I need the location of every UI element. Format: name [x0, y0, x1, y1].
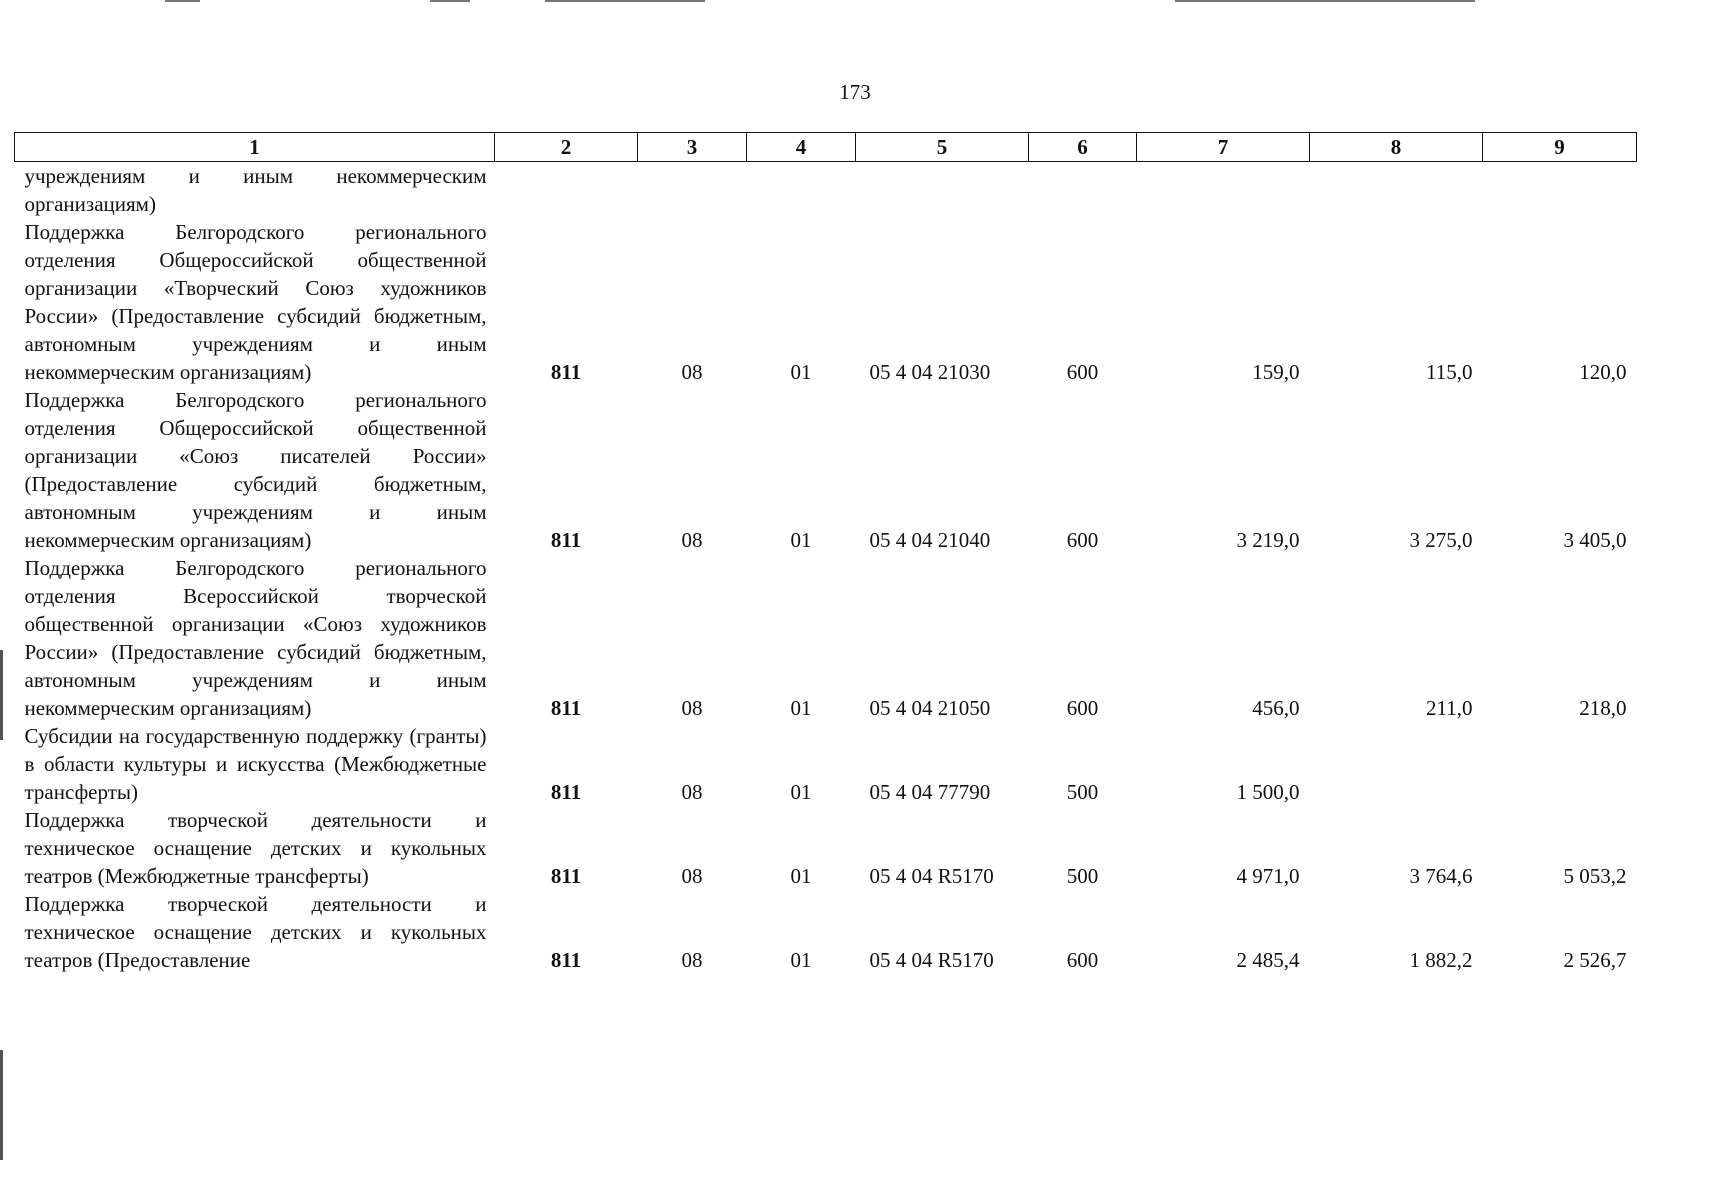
subsection-code: 01	[790, 864, 812, 888]
header-cell: 3	[638, 133, 747, 162]
row-description: Поддержка Белгородского регионального отделения Общероссийской общественной организации «Творческий Союз художников России» (Предоставление субсидий бюджетным, автономным учреждениям и иным некоммерческим организациям)	[24, 220, 487, 384]
ministry-code: 811	[550, 948, 582, 972]
header-cell: 2	[495, 133, 638, 162]
expense-type-code: 500	[1066, 864, 1099, 888]
subsection-code: 01	[790, 780, 812, 804]
page-number: 173	[839, 80, 871, 104]
header-cell: 9	[1483, 133, 1637, 162]
amount-col7: 456,0	[1252, 696, 1300, 720]
amount-col8: 1 882,2	[1409, 948, 1473, 972]
target-article-code: 05 4 04 21040	[869, 528, 991, 552]
section-code: 08	[681, 528, 703, 552]
scan-edge-line	[430, 0, 470, 2]
amount-col8: 3 275,0	[1409, 528, 1473, 552]
subsection-code: 01	[790, 696, 812, 720]
expense-type-code	[1029, 162, 1137, 219]
row-description: Поддержка творческой деятельности и техническое оснащение детских и кукольных театров (Межбюджетные трансферты)	[24, 808, 487, 888]
section-code	[638, 162, 747, 219]
expense-type-code: 500	[1066, 780, 1099, 804]
amount-col9: 120,0	[1579, 360, 1627, 384]
ministry-code: 811	[550, 780, 582, 804]
target-article-code	[856, 162, 1029, 219]
ministry-code: 811	[550, 864, 582, 888]
row-description: Поддержка творческой деятельности и техническое оснащение детских и кукольных театров (Предоставление	[24, 892, 487, 972]
section-code: 08	[681, 864, 703, 888]
amount-col7: 1 500,0	[1236, 780, 1300, 804]
section-code: 08	[681, 780, 703, 804]
scan-edge-line	[545, 0, 705, 2]
section-code: 08	[681, 696, 703, 720]
ministry-code: 811	[550, 528, 582, 552]
budget-table	[14, 132, 1637, 974]
ministry-code	[495, 162, 638, 219]
header-cell: 8	[1310, 133, 1483, 162]
table-row	[15, 162, 1637, 219]
table-row	[15, 554, 1637, 722]
amount-col7	[1137, 162, 1310, 219]
scan-margin-mark	[0, 650, 3, 740]
amount-col7: 3 219,0	[1236, 528, 1300, 552]
column-number-header	[15, 133, 1637, 162]
scan-edge-line	[1175, 0, 1475, 2]
table-row	[15, 386, 1637, 554]
expense-type-code: 600	[1066, 528, 1099, 552]
amount-col8: 211,0	[1426, 696, 1473, 720]
header-cell: 7	[1137, 133, 1310, 162]
header-cell: 5	[856, 133, 1029, 162]
amount-col8: 3 764,6	[1409, 864, 1473, 888]
subsection-code: 01	[790, 528, 812, 552]
amount-col7: 4 971,0	[1236, 864, 1300, 888]
subsection-code: 01	[790, 948, 812, 972]
target-article-code: 05 4 04 77790	[869, 780, 991, 804]
amount-col8	[1310, 162, 1483, 219]
ministry-code: 811	[550, 696, 582, 720]
expense-type-code: 600	[1066, 360, 1099, 384]
target-article-code: 05 4 04 21030	[869, 360, 991, 384]
row-description: Субсидии на государственную поддержку (гранты) в области культуры и искусства (Межбюджетные трансферты)	[24, 724, 487, 804]
section-code: 08	[681, 360, 703, 384]
table-row	[15, 806, 1637, 890]
target-article-code: 05 4 04 R5170	[869, 948, 994, 972]
expense-type-code: 600	[1066, 948, 1099, 972]
scan-edge-line	[165, 0, 200, 2]
subsection-code	[747, 162, 856, 219]
amount-col7: 2 485,4	[1236, 948, 1300, 972]
row-description: учреждениям и иным некоммерческим организациям)	[24, 164, 487, 216]
subsection-code: 01	[790, 360, 812, 384]
amount-col7: 159,0	[1252, 360, 1300, 384]
row-description: Поддержка Белгородского регионального отделения Всероссийской творческой общественной организации «Союз художников России» (Предоставление субсидий бюджетным, автономным учреждениям и иным некоммерческим организациям)	[24, 556, 487, 720]
amount-col9: 2 526,7	[1563, 948, 1627, 972]
header-cell: 1	[15, 133, 495, 162]
amount-col9: 5 053,2	[1563, 864, 1627, 888]
target-article-code: 05 4 04 R5170	[869, 864, 994, 888]
target-article-code: 05 4 04 21050	[869, 696, 991, 720]
header-cell: 4	[747, 133, 856, 162]
ministry-code: 811	[550, 360, 582, 384]
amount-col8: 115,0	[1426, 360, 1473, 384]
table-row	[15, 218, 1637, 386]
budget-table-container	[14, 132, 1636, 974]
amount-col9	[1483, 162, 1637, 219]
section-code: 08	[681, 948, 703, 972]
header-cell: 6	[1029, 133, 1137, 162]
scan-margin-mark	[0, 1050, 3, 1160]
row-description: Поддержка Белгородского регионального отделения Общероссийской общественной организации «Союз писателей России» (Предоставление субсидий бюджетным, автономным учреждениям и иным некоммерческим организациям)	[24, 388, 487, 552]
table-row	[15, 890, 1637, 974]
expense-type-code: 600	[1066, 696, 1099, 720]
amount-col9: 218,0	[1579, 696, 1627, 720]
amount-col8	[1310, 722, 1483, 806]
table-row	[15, 722, 1637, 806]
amount-col9: 3 405,0	[1563, 528, 1627, 552]
amount-col9	[1483, 722, 1637, 806]
